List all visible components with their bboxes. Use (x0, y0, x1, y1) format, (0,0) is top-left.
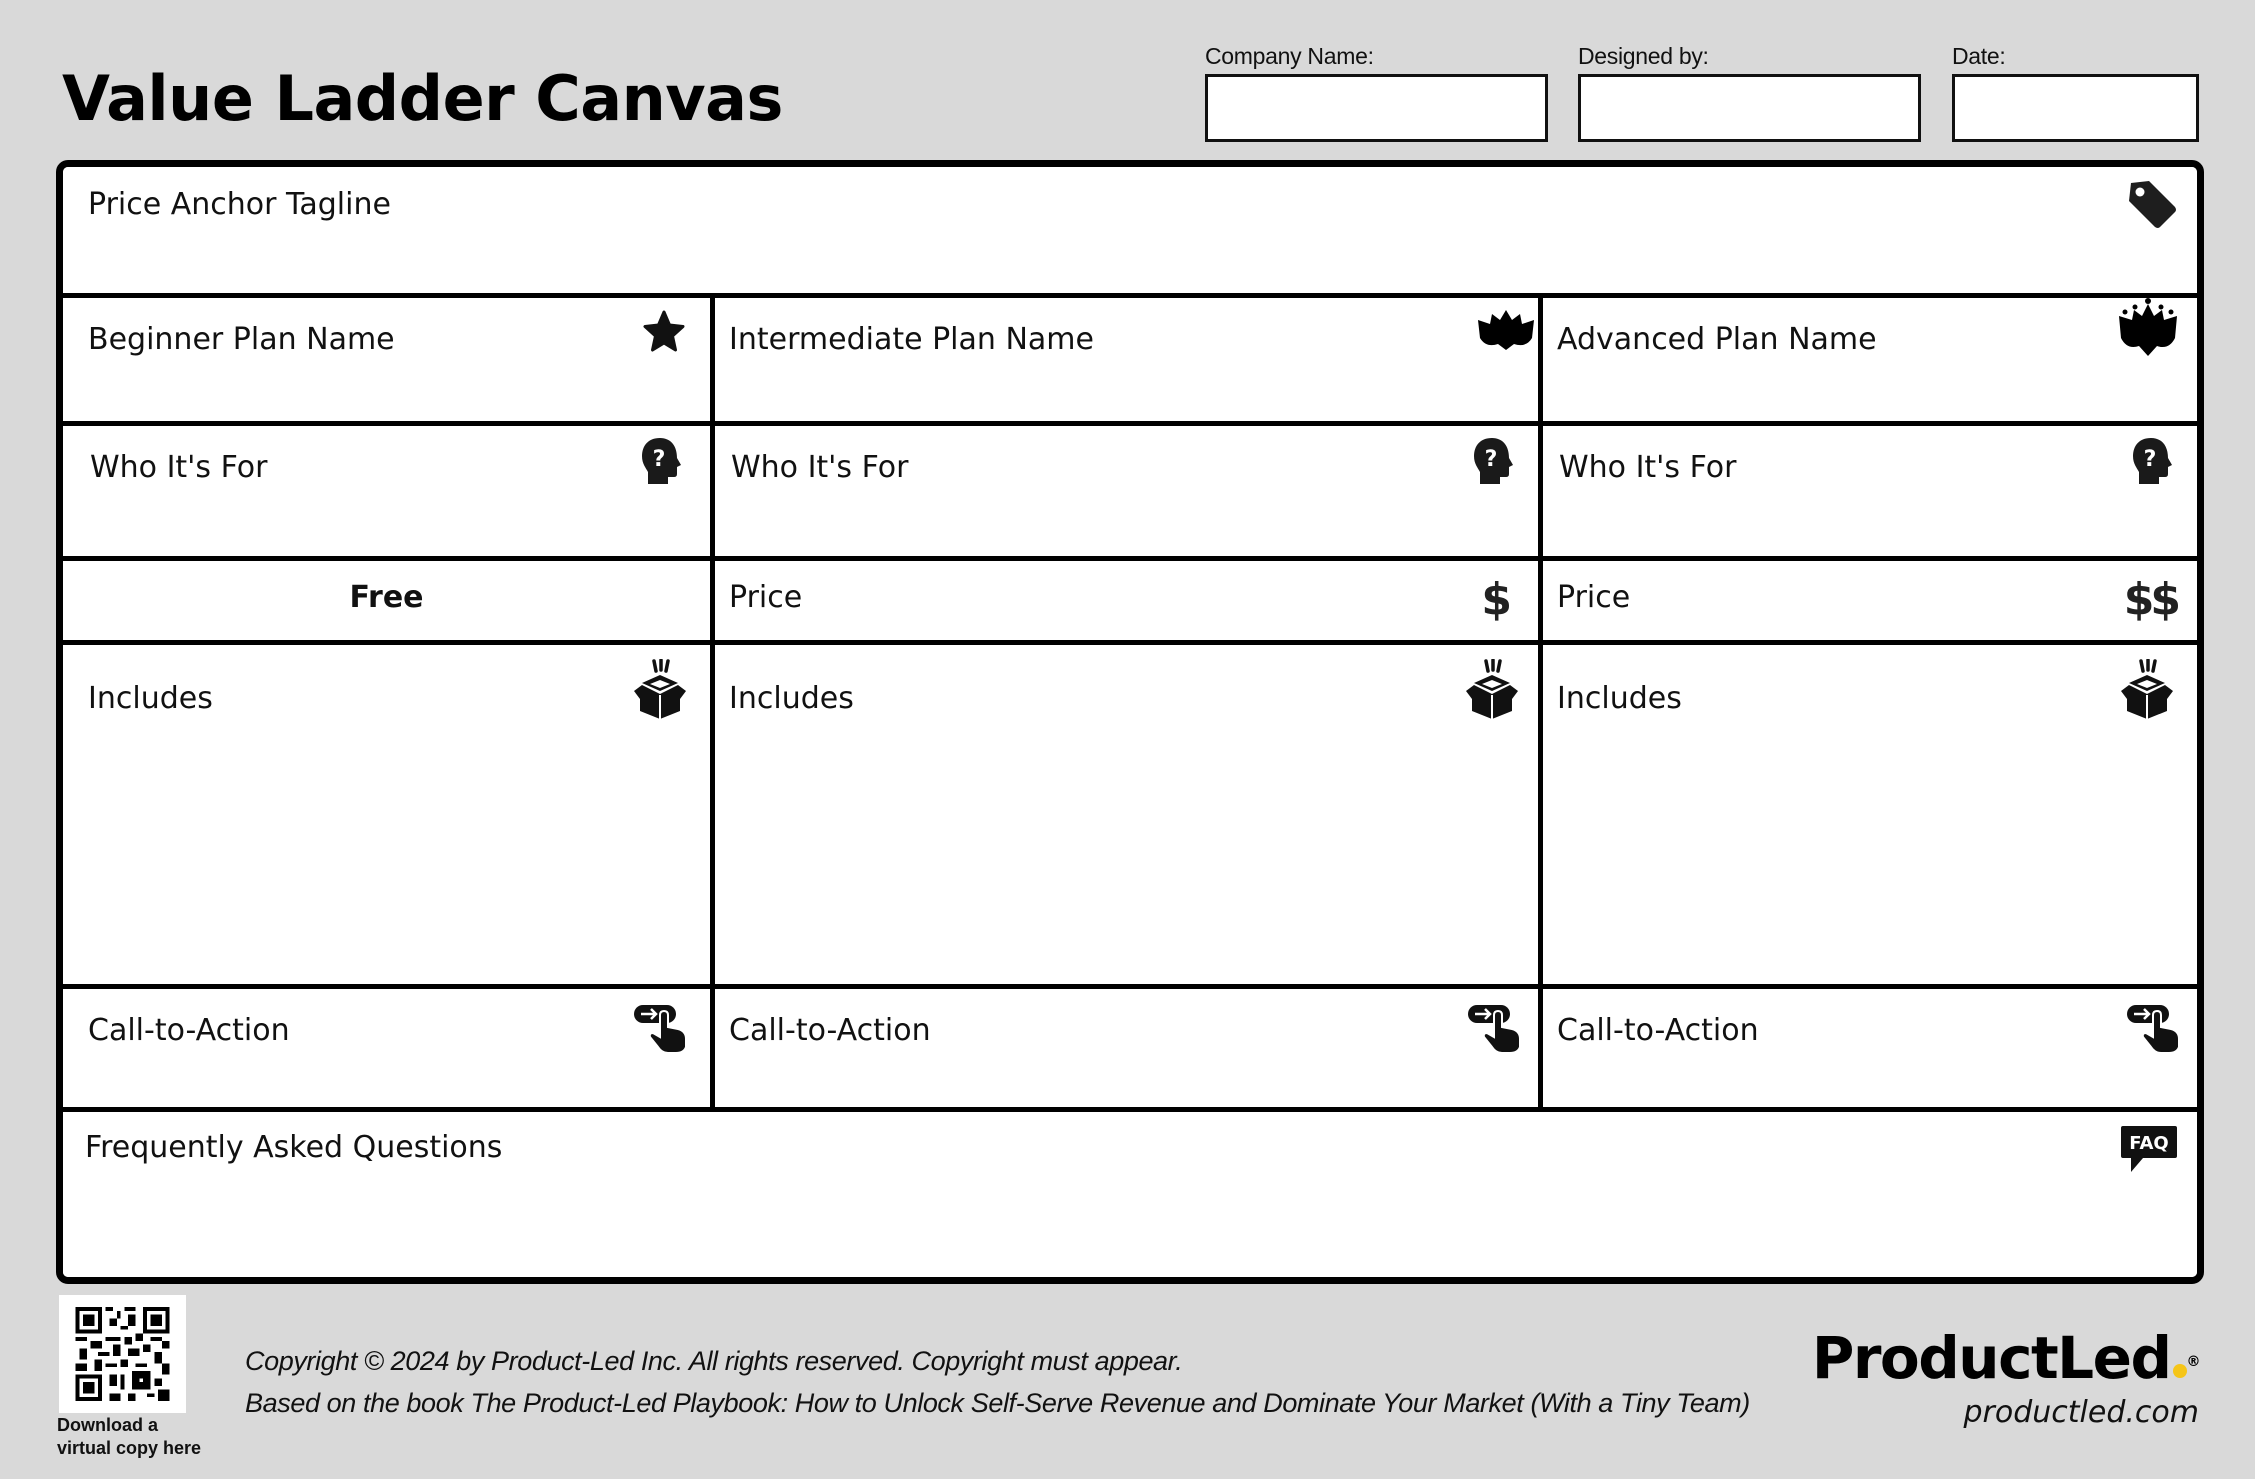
price-label: Price (729, 580, 803, 615)
who-label: Who It's For (1559, 450, 1737, 485)
cta-label: Call-to-Action (88, 1013, 290, 1048)
svg-text:?: ? (2143, 447, 2157, 472)
brand-url-link[interactable]: productled.com (1963, 1395, 2199, 1430)
productled-logo[interactable] (1812, 1326, 2199, 1390)
brand-dot (2173, 1364, 2187, 1378)
price-tag-icon (2125, 177, 2179, 231)
tap-button-icon (632, 1003, 690, 1055)
qr-code[interactable] (59, 1295, 186, 1413)
head-question-icon (2125, 434, 2179, 488)
double-dollar-icon: $$ (2123, 574, 2177, 625)
copyright-text: Copyright © 2024 by Product-Led Inc. All rights reserved. Copyright must appear. (245, 1346, 1183, 1376)
qr-caption (57, 1414, 201, 1460)
price-label: Price (1557, 580, 1631, 615)
beginner-who-cell[interactable] (63, 426, 710, 556)
price-anchor-cell[interactable] (63, 167, 2197, 293)
advanced-includes-cell[interactable] (1543, 645, 2197, 984)
designed-by-input[interactable] (1578, 74, 1921, 142)
head-question-icon (634, 434, 688, 488)
company-name-label: Company Name: (1205, 43, 1374, 69)
date-label: Date: (1952, 43, 2006, 69)
lotus-icon (1474, 308, 1538, 352)
tap-button-icon (1466, 1003, 1524, 1055)
price-free-label: Free (349, 580, 424, 615)
qr-caption-line2: virtual copy here (57, 1438, 202, 1458)
intermediate-includes-cell[interactable] (715, 645, 1538, 984)
intermediate-price-cell[interactable] (715, 561, 1538, 640)
divider (63, 556, 2197, 561)
beginner-includes-cell[interactable] (63, 645, 710, 984)
plan-name-label: Beginner Plan Name (88, 322, 395, 357)
cta-label: Call-to-Action (1557, 1013, 1759, 1048)
brand-name: ProductLed (1811, 1324, 2171, 1392)
open-box-icon (632, 659, 688, 721)
qr-caption-line1: Download a (57, 1415, 159, 1435)
designed-by-field (1578, 40, 1921, 142)
divider (63, 984, 2197, 989)
designed-by-label: Designed by: (1578, 43, 1709, 69)
intermediate-cta-cell[interactable] (715, 989, 1538, 1107)
date-field (1952, 40, 2199, 142)
company-name-input[interactable] (1205, 74, 1548, 142)
crowned-lotus-icon (2113, 298, 2183, 360)
includes-label: Includes (88, 681, 213, 716)
open-box-icon (1464, 659, 1520, 721)
open-box-icon (2119, 659, 2175, 721)
advanced-who-cell[interactable] (1543, 426, 2197, 556)
intermediate-who-cell[interactable] (715, 426, 1538, 556)
advanced-price-cell[interactable] (1543, 561, 2197, 640)
svg-text:FAQ: FAQ (2129, 1133, 2169, 1154)
dollar-icon: $ (1481, 574, 1512, 625)
price-anchor-label: Price Anchor Tagline (88, 187, 391, 222)
plan-name-label: Intermediate Plan Name (729, 322, 1094, 357)
head-question-icon (1466, 434, 1520, 488)
divider (1538, 298, 1543, 1107)
who-label: Who It's For (90, 450, 268, 485)
beginner-plan-name-cell[interactable] (63, 298, 710, 421)
page-title: Value Ladder Canvas (62, 62, 783, 135)
faq-cell[interactable] (63, 1112, 2197, 1277)
includes-label: Includes (729, 681, 854, 716)
who-label: Who It's For (731, 450, 909, 485)
star-icon (640, 308, 688, 356)
advanced-cta-cell[interactable] (1543, 989, 2197, 1107)
registered-mark: ® (2186, 1354, 2199, 1370)
tap-button-icon (2125, 1003, 2183, 1055)
value-ladder-canvas (56, 160, 2204, 1284)
divider (63, 640, 2197, 645)
includes-label: Includes (1557, 681, 1682, 716)
divider (63, 421, 2197, 426)
based-on-text: Based on the book The Product-Led Playbook: How to Unlock Self-Serve Revenue and Dominate Your Market (With a Tiny Team) (245, 1388, 1750, 1418)
divider (710, 298, 715, 1107)
beginner-price-cell[interactable] (63, 561, 710, 640)
cta-label: Call-to-Action (729, 1013, 931, 1048)
beginner-cta-cell[interactable] (63, 989, 710, 1107)
date-input[interactable] (1952, 74, 2199, 142)
svg-text:?: ? (652, 447, 666, 472)
plan-name-label: Advanced Plan Name (1557, 322, 1877, 357)
faq-label: Frequently Asked Questions (85, 1130, 503, 1165)
advanced-plan-name-cell[interactable] (1543, 298, 2197, 421)
company-name-field (1205, 40, 1548, 142)
faq-bubble-icon (2119, 1124, 2179, 1174)
intermediate-plan-name-cell[interactable] (715, 298, 1538, 421)
svg-text:?: ? (1484, 447, 1498, 472)
